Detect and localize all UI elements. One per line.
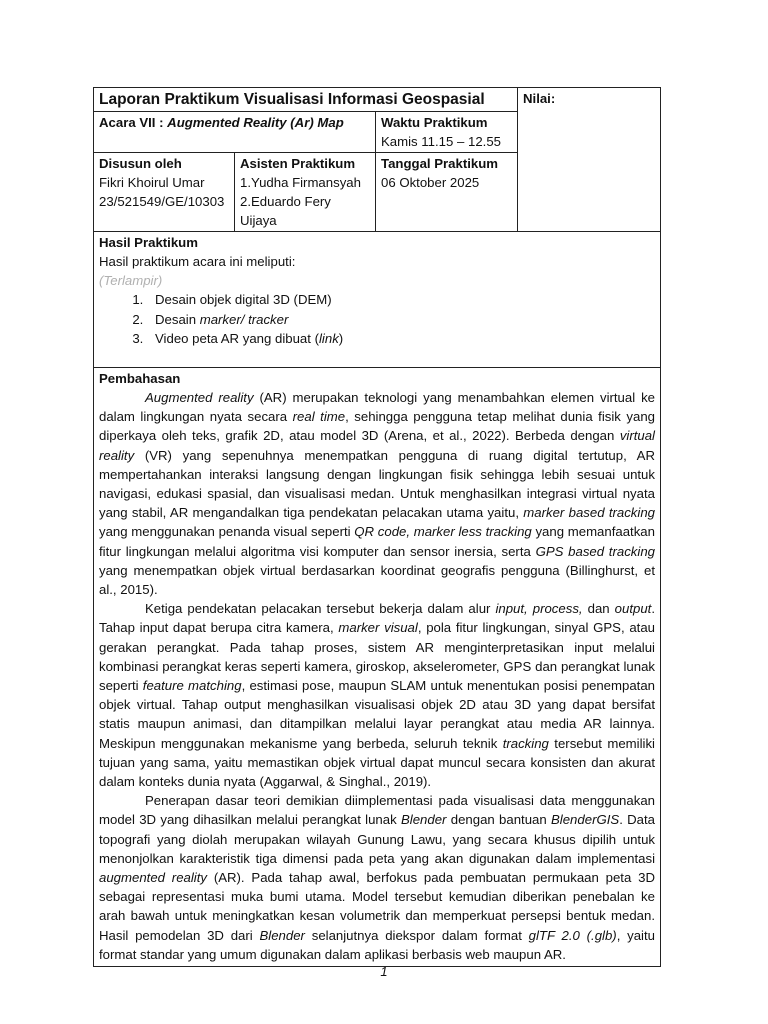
- hasil-list: [99, 290, 655, 349]
- report-title-cell: [94, 88, 518, 112]
- author-name: Fikri Khoirul Umar: [99, 175, 205, 190]
- waktu-value: Kamis 11.15 – 12.55: [381, 134, 501, 149]
- list-item: 3. Video peta AR yang dibuat (link): [147, 329, 655, 349]
- tanggal-cell: [376, 153, 518, 232]
- asisten-2: 2.Eduardo Fery Uijaya: [240, 194, 331, 228]
- paragraph-1: Augmented reality (AR) merupakan teknologi yang menambahkan elemen virtual ke dalam lingkungan nyata secara real time, sehingga pengguna tetap melihat dunia fisik yang diperkaya oleh teks, grafik 2D, atau model 3D (Arena, et al., 2022). Berbeda dengan virtual reality (VR) yang sepenuhnya menempatkan pengguna di ruang digital tertutup, AR mempertahankan interaksi langsung dengan lingkungan fisik sehingga lebih sesuai untuk navigasi, edukasi spasial, dan visualisasi medan. Untuk menghasilkan integrasi virtual nyata yang stabil, AR mengandalkan tiga pendekatan pelacakan utama yaitu, marker based tracking yang menggunakan penanda visual seperti QR code, marker less tracking yang memanfaatkan fitur lingkungan melalui algoritma visi komputer dan sensor inersia, serta GPS based tracking yang menempatkan objek virtual berdasarkan koordinat geografis pengguna (Billinghurst, et al., 2015).: [99, 390, 656, 598]
- disusun-cell: [94, 153, 235, 232]
- disusun-label: Disusun oleh: [99, 156, 182, 171]
- nilai-label: Nilai:: [523, 91, 556, 106]
- report-table: [93, 87, 661, 967]
- page-number: 1: [380, 964, 388, 979]
- asisten-label: Asisten Praktikum: [240, 156, 356, 171]
- waktu-cell: [376, 112, 518, 153]
- tanggal-value: 06 Oktober 2025: [381, 175, 480, 190]
- report-title: Laporan Praktikum Visualisasi Informasi Geospasial: [99, 91, 485, 108]
- hasil-intro: Hasil praktikum acara ini meliputi:: [99, 254, 296, 269]
- hasil-cell: [94, 232, 661, 368]
- hasil-note: (Terlampir): [99, 273, 163, 288]
- paragraph-3: Penerapan dasar teori demikian diimplementasi pada visualisasi data menggunakan model 3D yang dihasilkan melalui perangkat lunak Blender dengan bantuan BlenderGIS. Data topografi yang diolah merupakan wilayah Gunung Lawu, yang secara khusus dipilih untuk menonjolkan karakteristik tiga dimensi pada peta yang akan digunakan dalam implementasi augmented reality (AR). Pada tahap awal, berfokus pada pembuatan permukaan peta 3D sebagai representasi muka bumi utama. Model tersebut kemudian diberikan penebalan ke arah bawah untuk meningkatkan kesan volumetrik dan memperkuat persepsi bentuk medan. Hasil pemodelan 3D dari Blender selanjutnya diekspor dalam format glTF 2.0 (.glb), yaitu format standar yang umum digunakan dalam aplikasi berbasis web maupun AR.: [99, 793, 655, 962]
- acara-prefix: Acara VII :: [99, 115, 168, 130]
- tanggal-label: Tanggal Praktikum: [381, 156, 499, 171]
- asisten-1: 1.Yudha Firmansyah: [240, 175, 361, 190]
- acara-cell: [94, 112, 376, 153]
- author-nim: 23/521549/GE/10303: [99, 194, 225, 209]
- hasil-heading: Hasil Praktikum: [99, 235, 198, 250]
- paragraph-2: Ketiga pendekatan pelacakan tersebut bekerja dalam alur input, process, dan output. Tahap input dapat berupa citra kamera, marker visual, pola fitur lingkungan, sinyal GPS, atau gerakan perangkat. Pada tahap proses, sistem AR menginterpretasikan input melalui kombinasi perangkat keras seperti kamera, giroskop, akselerometer, GPS dan perangkat lunak seperti feature matching, estimasi pose, maupun SLAM untuk menentukan posisi penempatan objek virtual. Tahap output menghasilkan visualisasi objek 2D atau 3D yang dapat bersifat statis maupun animasi, dan ditampilkan melalui layar perangkat atau media AR lainnya. Meskipun menggunakan mekanisme yang berbeda, seluruh teknik tracking tersebut memiliki tujuan yang sama, yaitu memastikan objek virtual dapat muncul secara konsisten dan akurat dalam konteks dunia nyata (Aggarwal, & Singhal., 2019).: [99, 601, 655, 790]
- pembahasan-cell: [94, 368, 661, 967]
- nilai-cell: [518, 88, 661, 232]
- asisten-cell: [235, 153, 376, 232]
- list-item: 1. Desain objek digital 3D (DEM): [147, 290, 655, 310]
- report-frame: [93, 87, 660, 967]
- pembahasan-heading: Pembahasan: [99, 371, 181, 386]
- waktu-label: Waktu Praktikum: [381, 115, 488, 130]
- list-item: 2. Desain marker/ tracker: [147, 310, 655, 330]
- acara-title: Augmented Reality (Ar) Map: [167, 115, 344, 130]
